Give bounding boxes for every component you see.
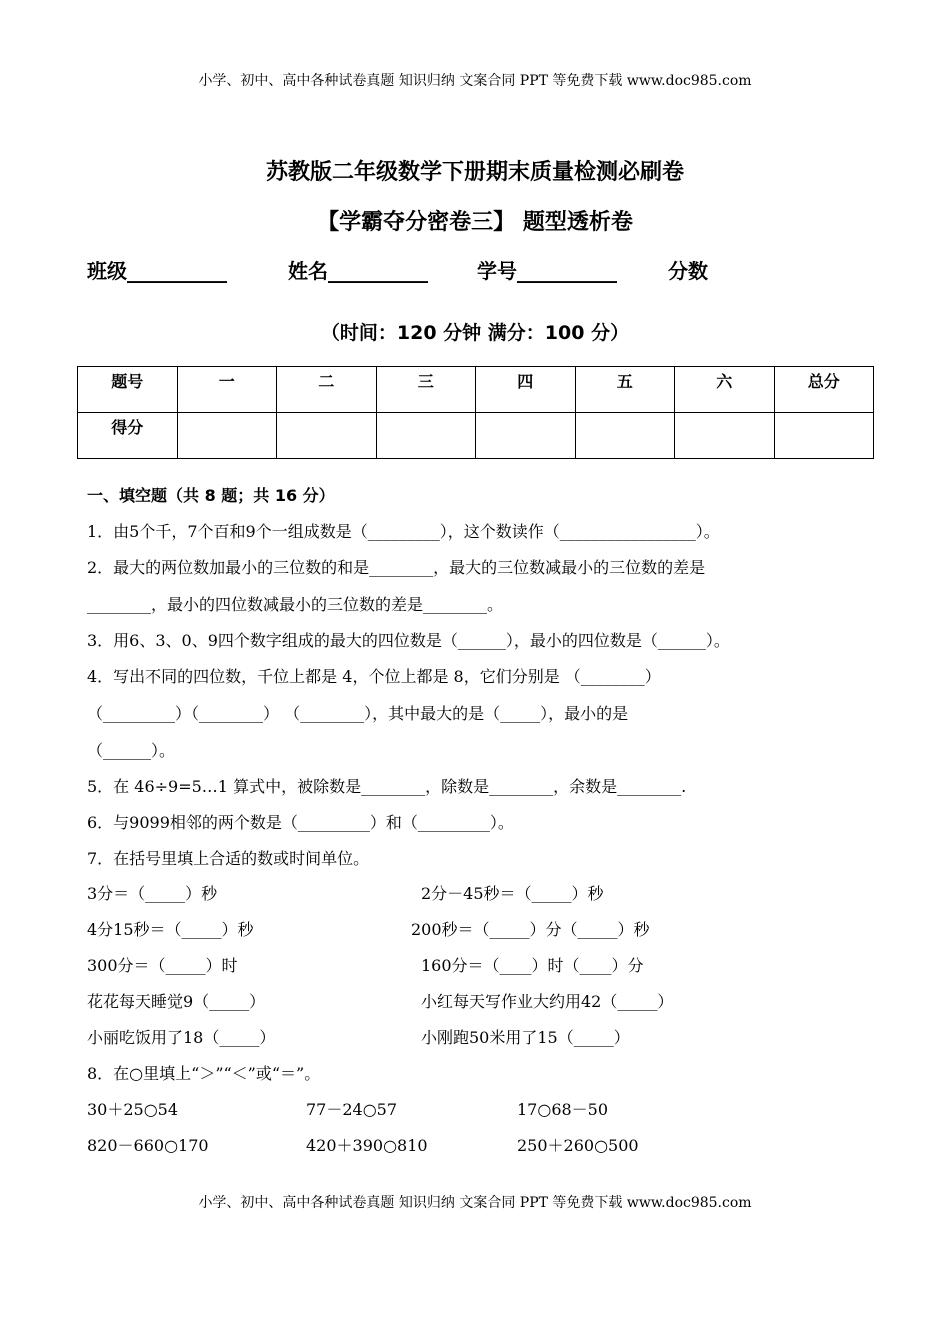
question-1: 1．由5个千，7个百和9个一组成数是（_________），这个数读作（_________________）。 xyxy=(87,522,720,541)
score-cell xyxy=(277,413,377,459)
q7-item: 160分＝（____）时（____）分 xyxy=(421,956,644,975)
q7-item: 2分－45秒＝（_____）秒 xyxy=(421,884,604,903)
score-cell xyxy=(575,413,675,459)
score-field: 分数 xyxy=(668,259,708,283)
q8-item: 250＋260○500 xyxy=(517,1136,639,1155)
table-header-cell: 总分 xyxy=(774,367,874,413)
q7-item: 小刚跑50米用了15（_____） xyxy=(421,1028,630,1047)
exam-title: 苏教版二年级数学下册期末质量检测必刷卷 xyxy=(265,160,684,185)
q7-item: 小丽吃饭用了18（_____） xyxy=(87,1028,276,1047)
q7-item: 花花每天睡觉9（_____） xyxy=(87,992,266,1011)
table-header-cell: 五 xyxy=(575,367,675,413)
q7-item: 300分＝（_____）时 xyxy=(87,956,238,975)
question-8: 8．在○里填上“＞”“＜”或“＝”。 xyxy=(87,1064,321,1083)
score-cell xyxy=(376,413,476,459)
question-2-line-2: ________，最小的四位数减最小的三位数的差是________。 xyxy=(87,595,504,614)
question-4-line-1: 4．写出不同的四位数，千位上都是 4，个位上都是 8，它们分别是 （________） xyxy=(87,667,661,686)
q8-item: 17○68－50 xyxy=(517,1100,609,1119)
exam-subtitle: 【学霸夺分密卷三】 题型透析卷 xyxy=(317,210,633,235)
table-header-cell: 四 xyxy=(476,367,576,413)
table-header-cell: 六 xyxy=(675,367,775,413)
q7-item: 小红每天写作业大约用42（_____） xyxy=(421,992,674,1011)
score-cell xyxy=(476,413,576,459)
name-field: 姓名__________ xyxy=(288,259,428,283)
table-header-cell: 一 xyxy=(177,367,277,413)
section-heading: 一、填空题（共 8 题；共 16 分） xyxy=(87,486,335,505)
student-id-field: 学号__________ xyxy=(477,259,617,283)
q7-item: 200秒＝（_____）分（_____）秒 xyxy=(411,920,650,939)
table-header-cell: 二 xyxy=(277,367,377,413)
page-footer: 小学、初中、高中各种试卷真题 知识归纳 文案合同 PPT 等免费下载 www.doc985.com xyxy=(198,1195,752,1211)
score-cell xyxy=(177,413,277,459)
page-header: 小学、初中、高中各种试卷真题 知识归纳 文案合同 PPT 等免费下载 www.doc985.com xyxy=(198,73,752,89)
score-table-score-row xyxy=(78,413,874,459)
time-score-info: （时间：120 分钟 满分：100 分） xyxy=(320,322,630,344)
question-7: 7．在括号里填上合适的数或时间单位。 xyxy=(87,849,370,868)
question-5: 5．在 46÷9=5…1 算式中，被除数是________，除数是________，余数是________. xyxy=(87,777,687,796)
table-row-label: 得分 xyxy=(78,413,178,459)
score-cell xyxy=(675,413,775,459)
q7-item: 3分＝（_____）秒 xyxy=(87,884,218,903)
question-3: 3．用6、3、0、9四个数字组成的最大的四位数是（______），最小的四位数是（______）。 xyxy=(87,631,730,650)
q7-item: 4分15秒＝（_____）秒 xyxy=(87,920,254,939)
question-6: 6．与9099相邻的两个数是（_________）和（_________）。 xyxy=(87,813,514,832)
q8-item: 820－660○170 xyxy=(87,1136,209,1155)
q8-item: 77－24○57 xyxy=(306,1100,398,1119)
q8-item: 30＋25○54 xyxy=(87,1100,179,1119)
score-table xyxy=(77,366,874,459)
class-field: 班级__________ xyxy=(87,259,227,283)
question-4-line-3: （______）。 xyxy=(87,741,176,760)
q8-item: 420＋390○810 xyxy=(306,1136,428,1155)
question-2-line-1: 2．最大的两位数加最小的三位数的和是________，最大的三位数减最小的三位数的差是 xyxy=(87,558,706,577)
table-header-cell: 题号 xyxy=(78,367,178,413)
question-4-line-2: （_________）（________） （________），其中最大的是（_____），最小的是 xyxy=(87,704,629,723)
score-table-header-row xyxy=(78,367,874,413)
table-header-cell: 三 xyxy=(376,367,476,413)
score-cell xyxy=(774,413,874,459)
